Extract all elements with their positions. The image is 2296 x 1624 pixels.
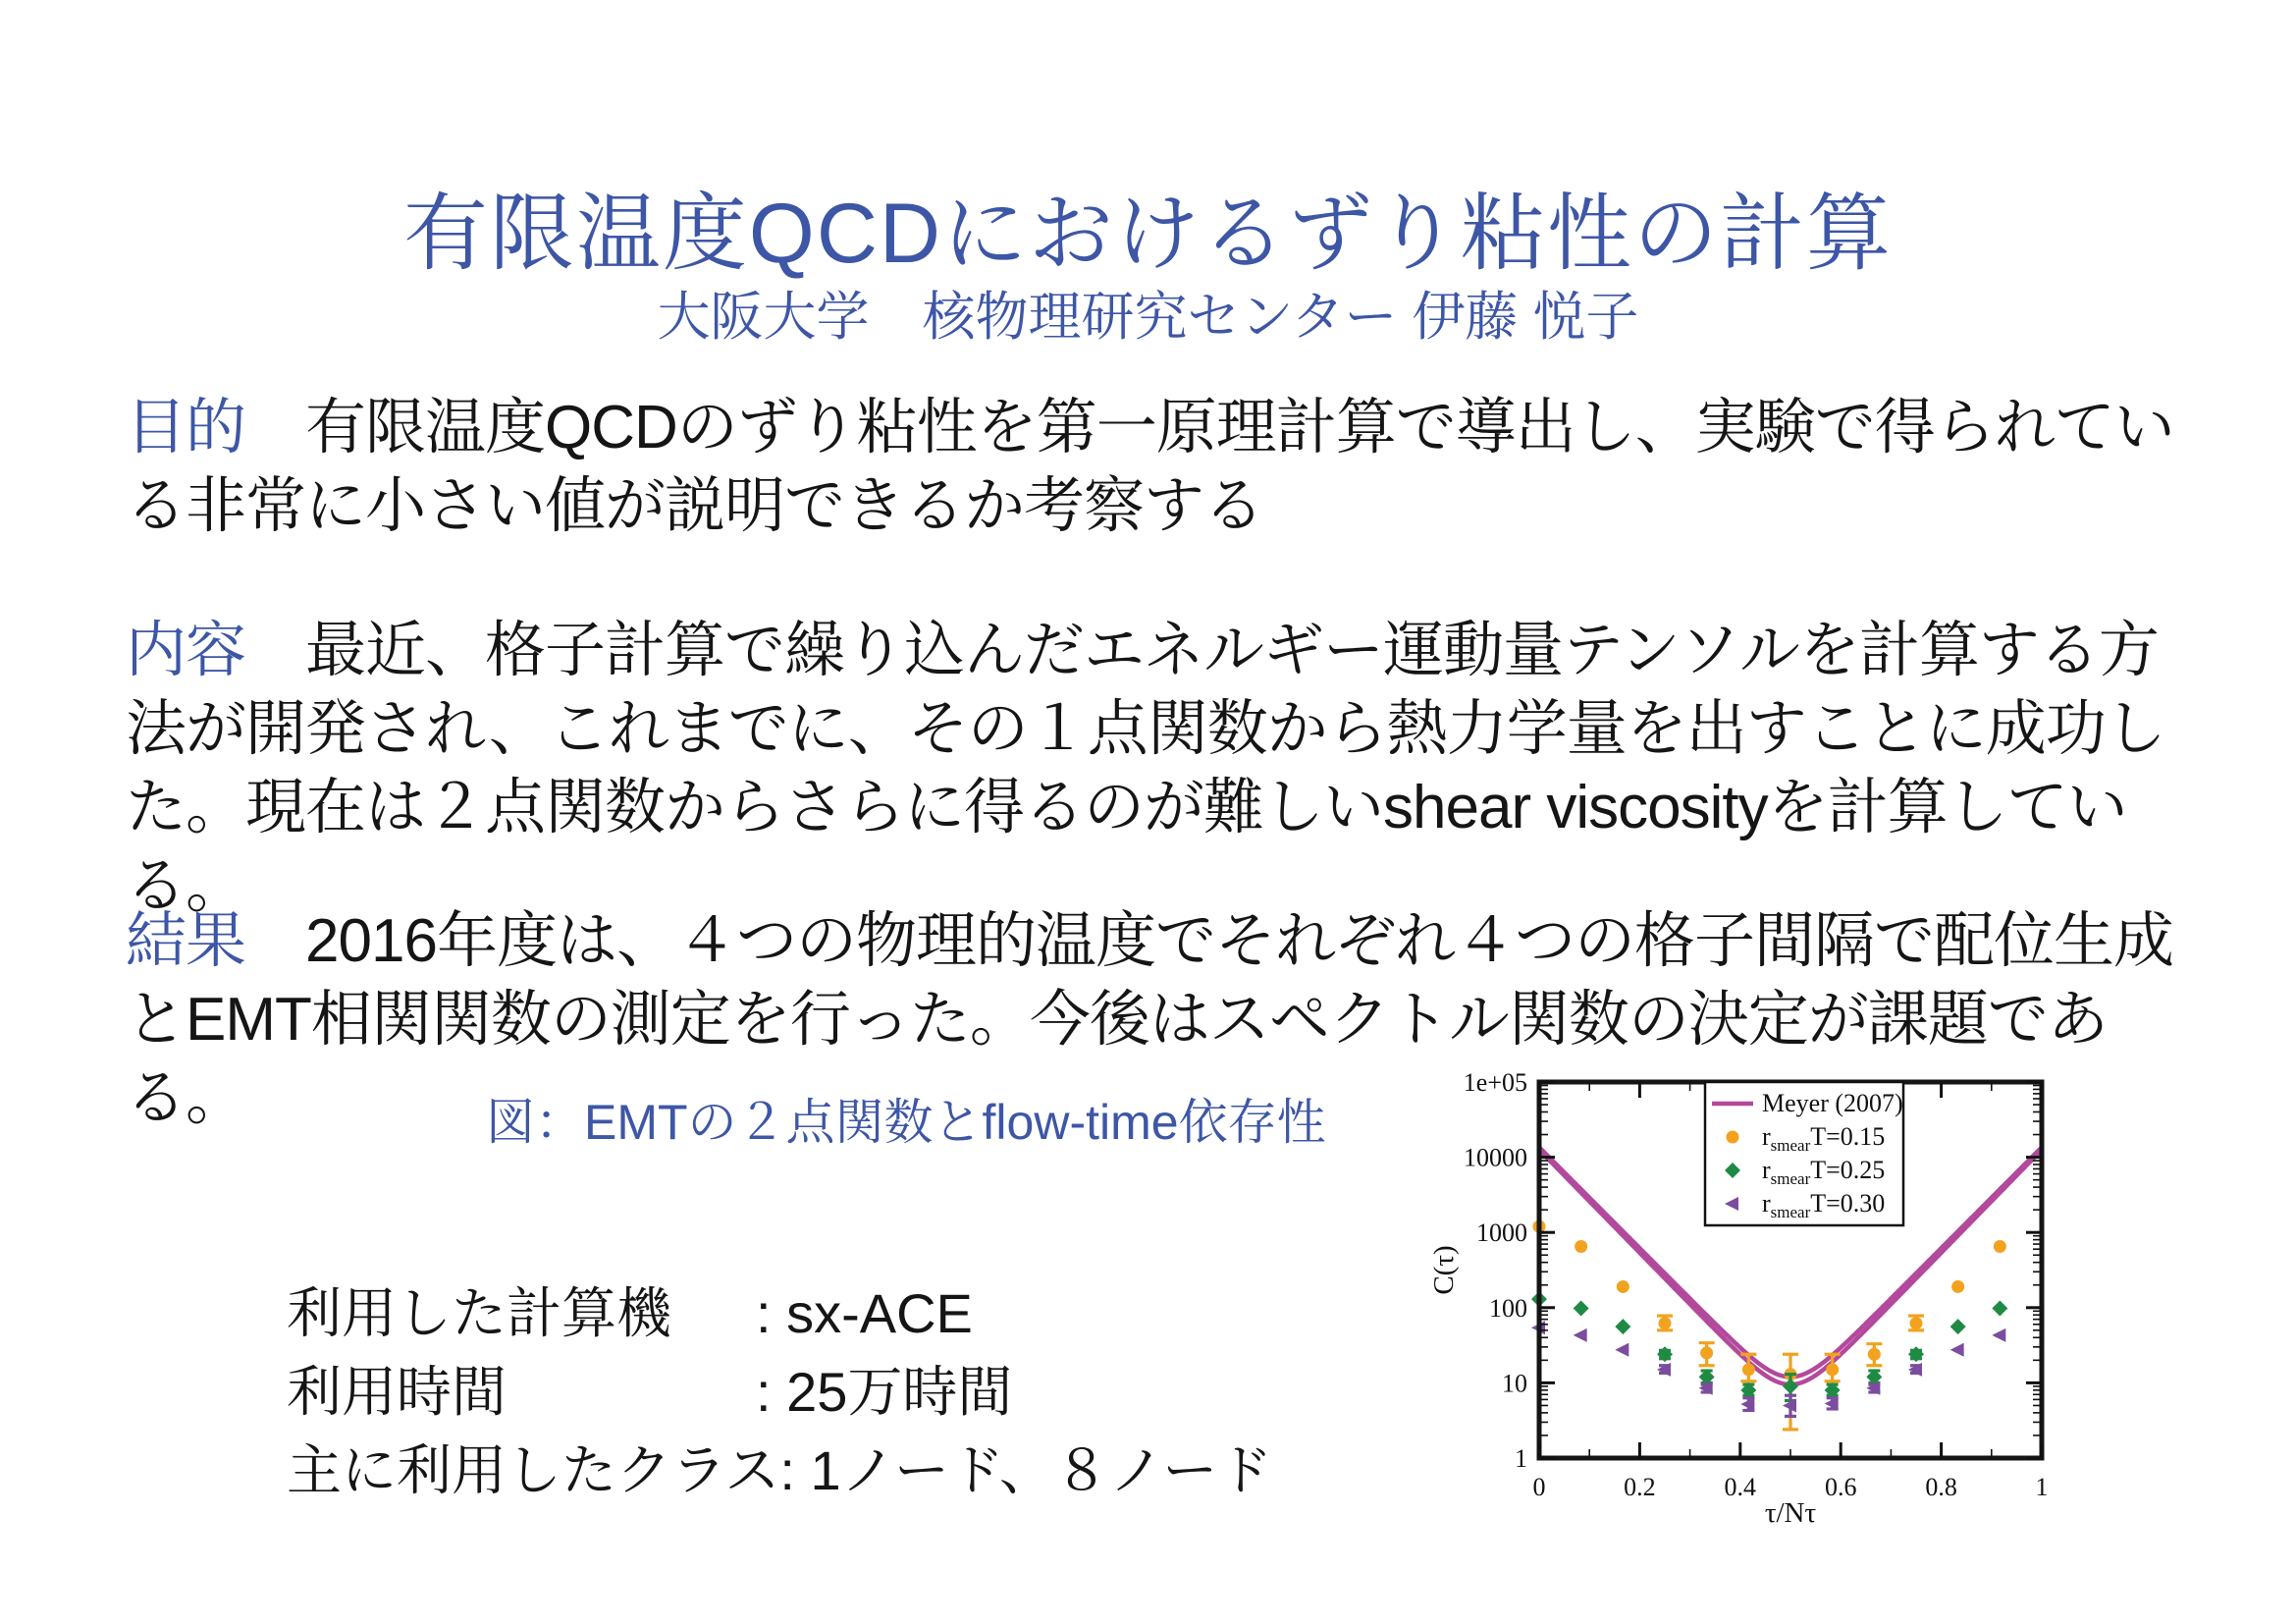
usage-row bbox=[287, 1353, 1272, 1432]
legend bbox=[1705, 1082, 1903, 1225]
x-tick-label: 1 bbox=[2035, 1473, 2049, 1501]
x-tick-label: 0 bbox=[1532, 1473, 1546, 1501]
series-1 bbox=[1531, 1291, 2007, 1400]
page-subtitle: 大阪大学 核物理研究センター 伊藤 悦子 bbox=[657, 288, 1639, 347]
y-axis-title: C(τ) bbox=[1428, 1245, 1460, 1295]
legend-label: $r_{smear}T=0.15$ bbox=[1762, 1122, 1886, 1155]
usage-label: 利用した計算機 bbox=[287, 1282, 671, 1344]
figure-caption: 図：EMTの２点関数とflow-time依存性 bbox=[486, 1095, 1326, 1150]
y-tick-label: 10000 bbox=[1464, 1143, 1527, 1172]
result-text: 2016年度は、４つの物理的温度でそれぞれ４つの格子間隔で配位生成とEMT相関関数の測定を行った。今後はスペクトル関数の決定が課題である。 bbox=[126, 907, 2173, 1132]
x-axis-title: τ/Nτ bbox=[1764, 1497, 1817, 1529]
usage-info bbox=[287, 1274, 1272, 1510]
usage-label: 利用時間 bbox=[287, 1361, 507, 1423]
purpose-label: 目的 bbox=[126, 394, 246, 461]
page-title: 有限温度QCDにおけるずり粘性の計算 bbox=[402, 187, 1894, 281]
result-label: 結果 bbox=[126, 907, 246, 975]
x-tick-label: 0.2 bbox=[1624, 1473, 1656, 1501]
purpose-text: 有限温度QCDのずり粘性を第一原理計算で導出し、実験で得られている非常に小さい値が説明できるか考察する bbox=[126, 394, 2174, 540]
y-tick-label: 1 bbox=[1515, 1444, 1527, 1473]
x-tick-label: 0.6 bbox=[1824, 1473, 1857, 1501]
content-label: 内容 bbox=[126, 617, 246, 684]
chart-svg bbox=[1414, 1053, 2110, 1583]
usage-value: : sx-ACE bbox=[756, 1282, 973, 1344]
content-text: 最近、格子計算で繰り込んだエネルギー運動量テンソルを計算する方法が開発され、これまでに、その１点関数から熱力学量を出すことに成功した。現在は２点関数からさらに得るのが難しいshear viscosityを計算している。 bbox=[126, 617, 2165, 920]
content-section bbox=[126, 612, 2211, 926]
usage-value: : 25万時間 bbox=[756, 1361, 1013, 1423]
usage-label: 主に利用したクラス bbox=[287, 1439, 780, 1501]
y-tick-label: 100 bbox=[1489, 1293, 1527, 1323]
legend-label: Meyer (2007) bbox=[1762, 1089, 1903, 1117]
usage-row bbox=[287, 1274, 1272, 1353]
legend-label: $r_{smear}T=0.25$ bbox=[1762, 1156, 1886, 1188]
x-tick-label: 0.8 bbox=[1925, 1473, 1957, 1501]
y-tick-label: 10 bbox=[1502, 1369, 1527, 1398]
usage-row bbox=[287, 1432, 1272, 1510]
usage-value: : 1ノード、８ノード bbox=[779, 1439, 1273, 1501]
emt-correlation-chart bbox=[1414, 1053, 2110, 1583]
y-tick-label: 1e+05 bbox=[1463, 1068, 1527, 1097]
legend-label: $r_{smear}T=0.30$ bbox=[1762, 1189, 1886, 1221]
purpose-section bbox=[126, 389, 2211, 546]
y-tick-label: 1000 bbox=[1476, 1218, 1527, 1248]
x-tick-label: 0.4 bbox=[1724, 1473, 1757, 1501]
